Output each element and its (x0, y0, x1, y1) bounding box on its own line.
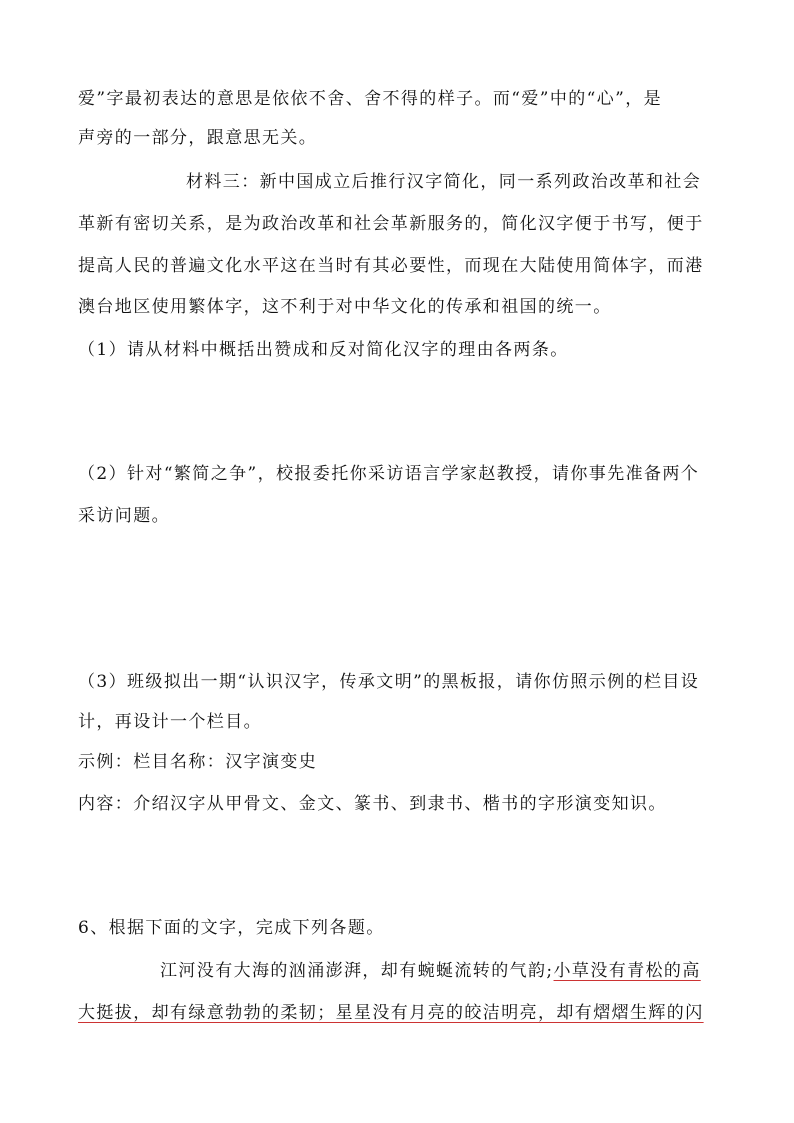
passage-line (78, 1002, 718, 1024)
text-line: 革新有密切关系，是为政治改革和社会革新服务的，简化汉字便于书写，便于 (78, 214, 704, 234)
text-line: 爱”字最初表达的意思是依依不舍、舍不得的样子。而“爱”中的“心”，是 (78, 89, 663, 109)
material-three-heading: 材料三：新中国成立后推行汉字简化，同一系列政治改革和社会 (186, 172, 702, 192)
content-line: 内容：介绍汉字从甲骨文、金文、篆书、到隶书、楷书的字形演变知识。 (78, 794, 667, 814)
underlined-text: 大挺拔，却有绿意勃勃的柔韧；星星没有月亮的皎洁明亮，却有熠熠生辉的闪 (78, 1003, 704, 1023)
underlined-text: 小草没有青松的高 (553, 961, 701, 981)
example-line: 示例：栏目名称：汉字演变史 (78, 752, 318, 772)
text-line: 采访问题。 (78, 506, 170, 526)
question-6-heading: 6、根据下面的文字，完成下列各题。 (78, 918, 385, 938)
passage-line (160, 960, 794, 982)
question-2: （2）针对“繁简之争”，校报委托你采访语言学家赵教授，请你事先准备两个 (78, 464, 700, 484)
text-line: 澳台地区使用繁体字，这不利于对中华文化的传承和祖国的统一。 (78, 297, 612, 317)
text-line: 声旁的一部分，跟意思无关。 (78, 128, 318, 148)
passage-text: 江河没有大海的汹涌澎湃，却有蜿蜒流转的气韵; (160, 961, 554, 981)
text-line: 提高人民的普遍文化水平这在当时有其必要性，而现在大陆使用简体字，而港 (78, 256, 704, 276)
text-line: 计，再设计一个栏目。 (78, 712, 262, 732)
question-1: （1）请从材料中概括出赞成和反对简化汉字的理由各两条。 (78, 340, 569, 360)
question-3: （3）班级拟出一期“认识汉字，传承文明”的黑板报，请你仿照示例的栏目设 (78, 672, 700, 692)
